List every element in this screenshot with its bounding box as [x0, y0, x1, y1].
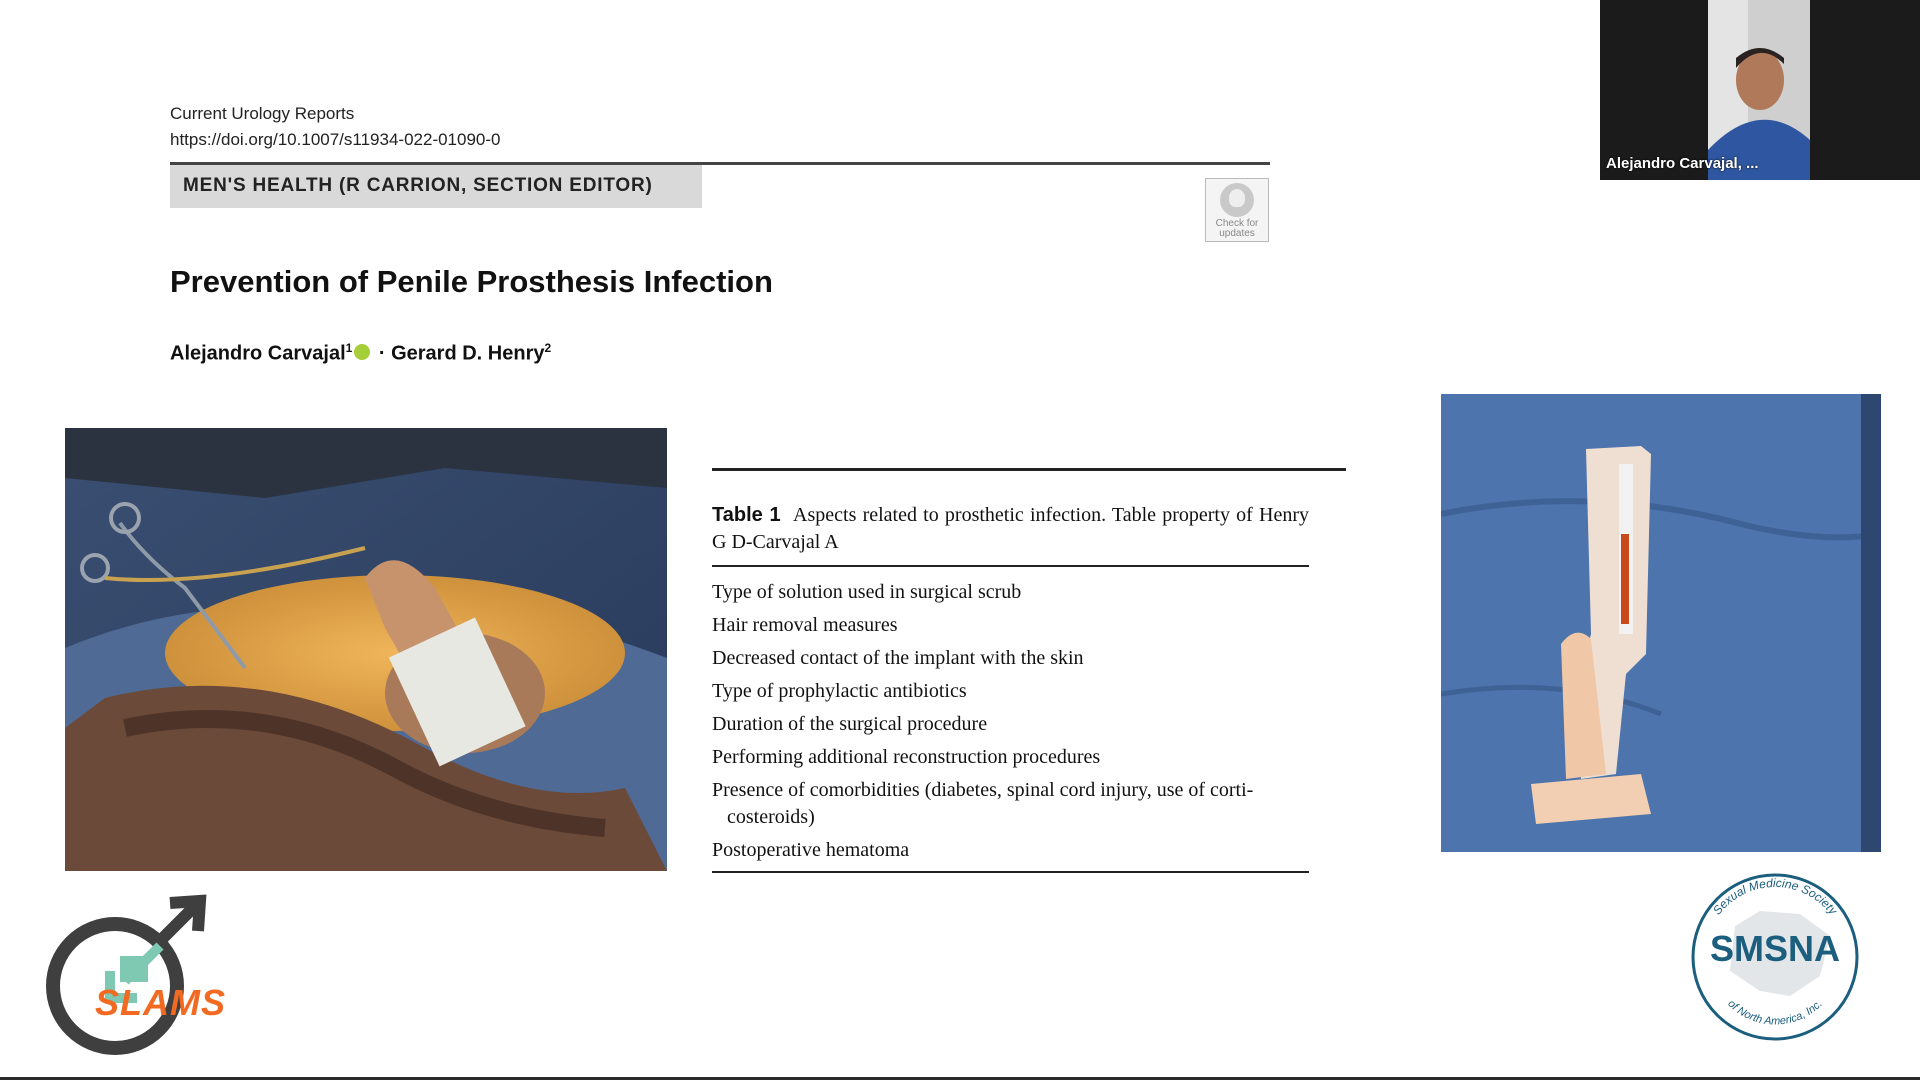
- table-header-rule: [712, 565, 1309, 567]
- table-row: Performing additional reconstruction procedures: [712, 746, 1101, 768]
- table-bottom-rule: [712, 871, 1309, 873]
- smsna-ring-top: Sexual Medicine Society: [1710, 875, 1841, 918]
- svg-text:Sexual Medicine Society: [1710, 876, 1841, 918]
- table-row-text: Presence of comorbidities (diabetes, spinal cord injury, use of corti-: [712, 779, 1254, 801]
- journal-name: Current Urology Reports: [170, 104, 355, 123]
- surgical-photo: [65, 428, 667, 871]
- table-caption: [712, 502, 1309, 556]
- orcid-icon: [354, 344, 370, 360]
- participant-video-tile[interactable]: [1600, 0, 1920, 180]
- section-band: MEN'S HEALTH (R CARRION, SECTION EDITOR): [170, 165, 702, 208]
- author-1-affiliation: 1: [345, 341, 353, 355]
- participant-name: Alejandro Carvajal, ...: [1606, 155, 1759, 172]
- table-row: Duration of the surgical procedure: [712, 713, 988, 735]
- table-caption-text: Aspects related to prosthetic infection. Table property of Henry G D-Carvajal A: [712, 504, 1310, 553]
- table-row-continuation: costeroids): [727, 806, 815, 828]
- smsna-ring-bottom: of North America, Inc.: [1725, 997, 1825, 1028]
- author-1: Alejandro Carvajal: [170, 342, 346, 365]
- author-2: Gerard D. Henry: [391, 342, 545, 365]
- check-for-updates-badge: [1205, 178, 1269, 242]
- author-list: [170, 341, 551, 366]
- check-badge-line2: updates: [1219, 228, 1255, 239]
- smsna-text: SMSNA: [1709, 928, 1840, 969]
- slams-text: SLAMS: [95, 982, 226, 1023]
- svg-text:of North America, Inc.: [1725, 998, 1824, 1028]
- table-top-rule: [712, 468, 1346, 471]
- table-row: Hair removal measures: [712, 614, 898, 636]
- table-row: Type of prophylactic antibiotics: [712, 680, 967, 702]
- author-2-affiliation: 2: [544, 341, 552, 355]
- table-row: Postoperative hematoma: [712, 839, 910, 861]
- author-separator: ·: [373, 342, 392, 365]
- device-photo: [1441, 394, 1881, 852]
- paper-title: Prevention of Penile Prosthesis Infection: [170, 264, 773, 299]
- table-row: Decreased contact of the implant with the skin: [712, 647, 1084, 669]
- table-row: [712, 777, 1309, 837]
- check-badge-line1: Check for: [1215, 218, 1259, 229]
- table-body: [712, 579, 1309, 870]
- table-row: Type of solution used in surgical scrub: [712, 581, 1022, 603]
- smsna-logo: [1680, 866, 1870, 1048]
- journal-doi: https://doi.org/10.1007/s11934-022-01090-0: [170, 130, 501, 149]
- table-label: Table 1: [712, 504, 781, 526]
- slams-logo: [30, 886, 260, 1056]
- check-updates-icon: [1220, 183, 1254, 217]
